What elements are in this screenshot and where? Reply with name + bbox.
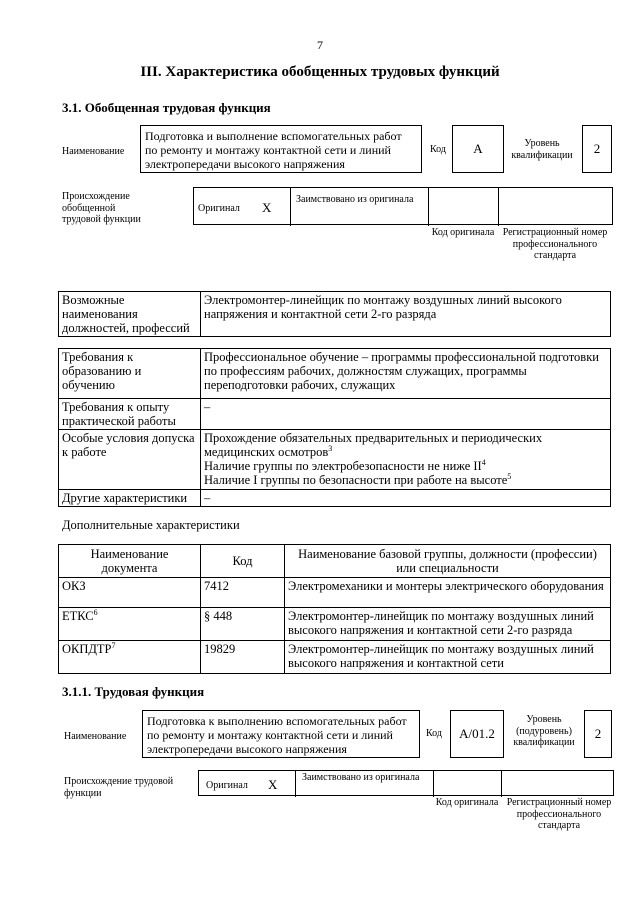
- col-code-header: Код: [201, 545, 285, 578]
- tf-heading: 3.1.1. Трудовая функция: [62, 684, 205, 699]
- tf-reg-number-label: Регистрационный номер профессионального стандарта: [506, 797, 612, 831]
- gtf-name-value: Подготовка и выполнение вспомогательных работ по ремонту и монтажу контактной сети и линий электропередачи высокого напряжения: [140, 125, 422, 173]
- tf-original-label: Оригинал: [206, 780, 248, 791]
- tf-origin-label: Происхождение трудовой функции: [64, 776, 174, 799]
- additional-heading: Дополнительные характеристики: [62, 518, 240, 532]
- col-doc-header: Наименование документа: [59, 545, 201, 578]
- row-code: 19829: [201, 641, 285, 674]
- row-name: Электромеханики и монтеры электрического оборудования: [285, 578, 611, 608]
- gtf-code-value: A: [452, 125, 504, 173]
- positions-table: [58, 291, 611, 337]
- table-row: [59, 608, 611, 641]
- other-value: –: [201, 490, 611, 507]
- tf-name-label: Наименование: [64, 731, 127, 742]
- tf-level-label: Уровень (подуровень) квалификации: [513, 714, 575, 748]
- row-name: Электромонтер-линейщик по монтажу воздушных линий высокого напряжения и контактной сети 2-го разряда: [285, 608, 611, 641]
- col-name-header: Наименование базовой группы, должности (профессии) или специальности: [285, 545, 611, 578]
- row-doc: ОКПДТР$^7$: [59, 641, 201, 674]
- gtf-original-label: Оригинал: [198, 203, 240, 214]
- positions-label: Возможные наименования должностей, профессий: [59, 292, 201, 337]
- tf-original-mark: X: [268, 777, 278, 792]
- other-label: Другие характеристики: [59, 490, 201, 507]
- row-name: Электромонтер-линейщик по монтажу воздушных линий высокого напряжения и контактной сети: [285, 641, 611, 674]
- gtf-code-label: Код: [430, 144, 446, 155]
- tf-name-value: Подготовка к выполнению вспомогательных работ по ремонту и монтажу контактной сети и линий электропередачи высокого напряжения: [142, 710, 420, 758]
- special-line1: Прохождение обязательных предварительных и периодических медицинских осмотров: [204, 431, 543, 459]
- special-line2: Наличие группы по электробезопасности не ниже II: [204, 459, 482, 473]
- gtf-heading: 3.1. Обобщенная трудовая функция: [62, 100, 271, 115]
- special-value: [201, 430, 611, 490]
- tf-level-value: 2: [584, 710, 612, 758]
- special-sup2: 4: [481, 457, 486, 467]
- gtf-original-mark: X: [262, 200, 272, 215]
- requirements-table: [58, 348, 611, 507]
- gtf-origin-label: Происхождение обобщенной трудовой функции: [62, 191, 141, 225]
- gtf-borrowed-label: Заимствовано из оригинала: [296, 194, 414, 205]
- row-code: § 448: [201, 608, 285, 641]
- positions-value: Электромонтер-линейщик по монтажу воздушных линий высокого напряжения и контактной сети 2-го разряда: [201, 292, 611, 337]
- education-value: Профессиональное обучение – программы профессиональной подготовки по профессиям рабочих, должностям служащих, программы переподготовки рабочих, служащих: [201, 349, 611, 399]
- row-code: 7412: [201, 578, 285, 608]
- gtf-origin-box: [193, 187, 613, 225]
- experience-label: Требования к опыту практической работы: [59, 399, 201, 430]
- table-row: [59, 578, 611, 608]
- section-title: III. Характеристика обобщенных трудовых функций: [140, 64, 500, 80]
- special-sup1: 3: [328, 443, 333, 453]
- special-line3: Наличие I группы по безопасности при работе на высоте: [204, 473, 508, 487]
- special-sup3: 5: [507, 471, 512, 481]
- gtf-code-original-label: Код оригинала: [431, 227, 495, 238]
- gtf-level-label: Уровень квалификации: [511, 138, 573, 161]
- gtf-reg-number-label: Регистрационный номер профессионального стандарта: [502, 227, 608, 261]
- tf-code-original-label: Код оригинала: [435, 797, 499, 808]
- tf-code-value: A/01.2: [450, 710, 504, 758]
- gtf-name-label: Наименование: [62, 146, 125, 157]
- special-label: Особые условия допуска к работе: [59, 430, 201, 490]
- additional-table: [58, 544, 611, 674]
- education-label: Требования к образованию и обучению: [59, 349, 201, 399]
- row-doc: ЕТКС$^6$: [59, 608, 201, 641]
- tf-borrowed-label: Заимствовано из оригинала: [302, 772, 420, 783]
- tf-code-label: Код: [426, 728, 442, 739]
- page-number: 7: [317, 38, 323, 52]
- row-doc: ОКЗ: [59, 578, 201, 608]
- gtf-level-value: 2: [582, 125, 612, 173]
- experience-value: –: [201, 399, 611, 430]
- table-row: [59, 641, 611, 674]
